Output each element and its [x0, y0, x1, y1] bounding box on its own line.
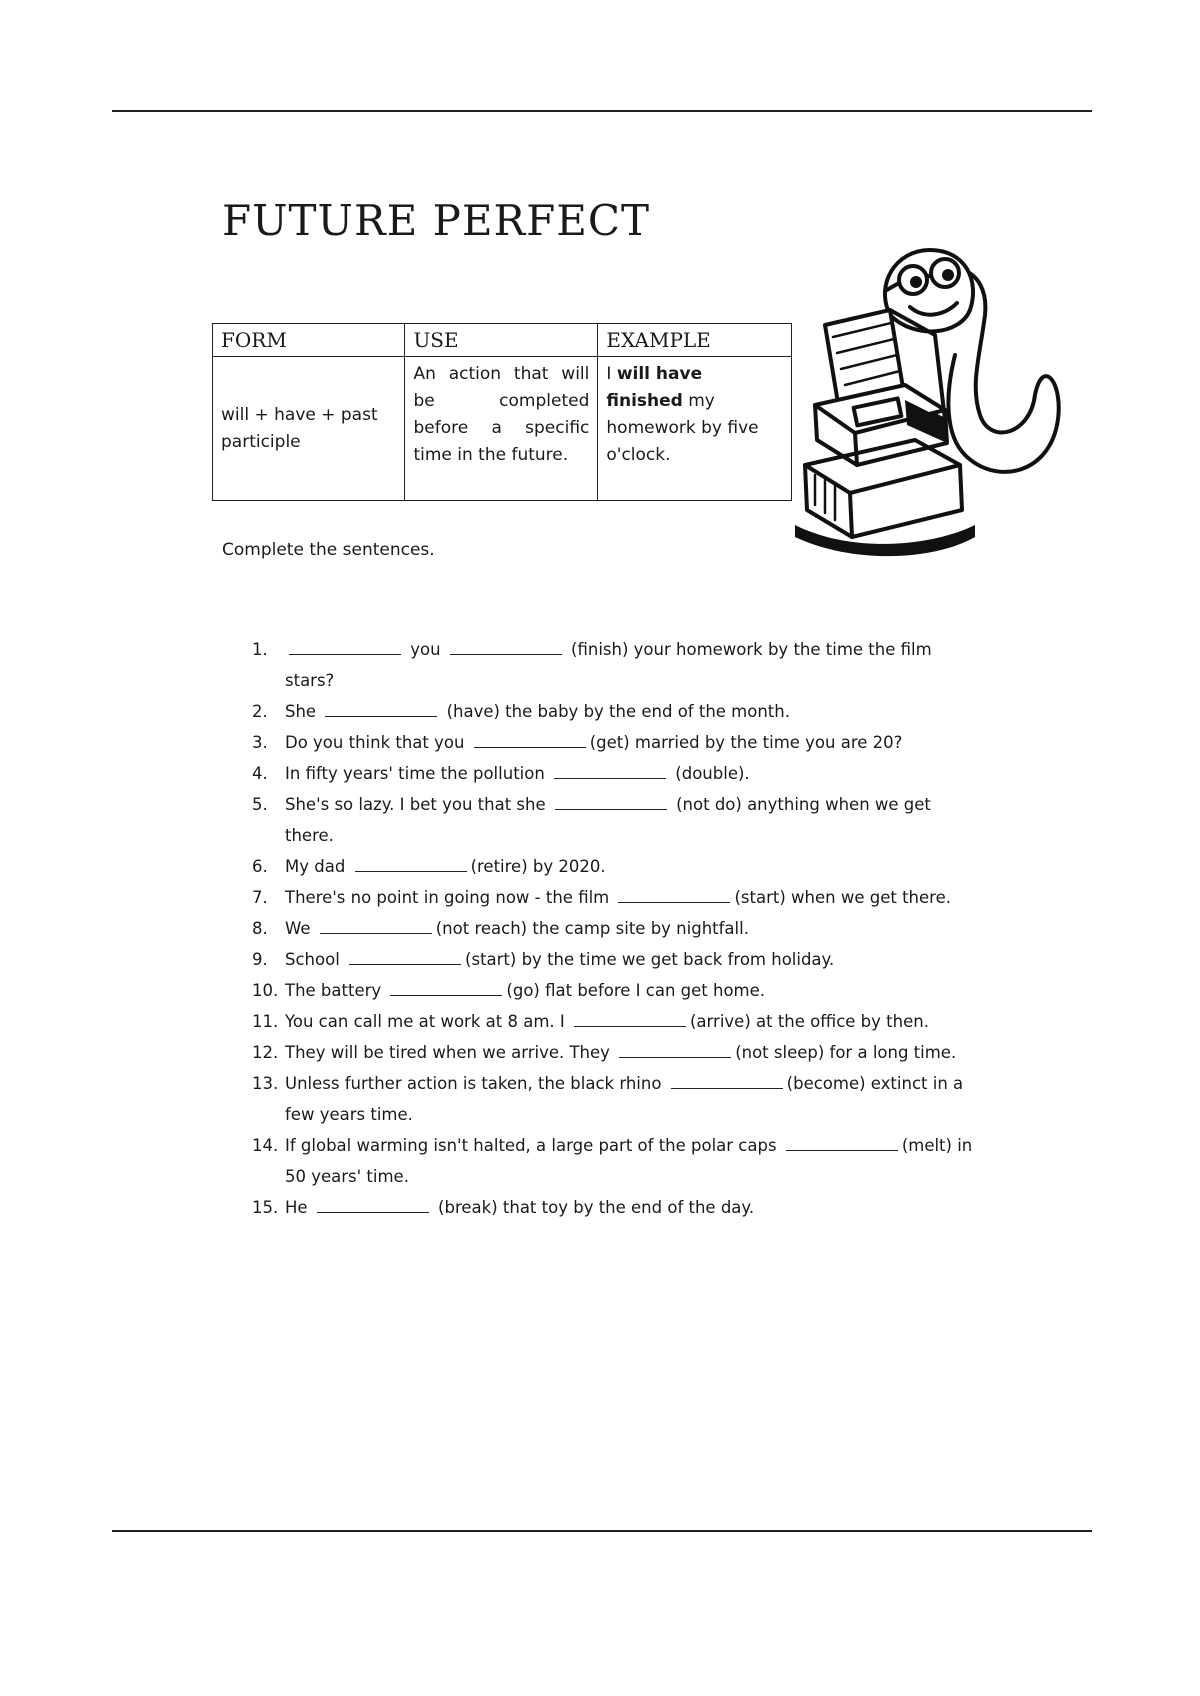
answer-blank[interactable] — [618, 888, 730, 903]
answer-blank[interactable] — [554, 764, 666, 779]
exercise-text-after: (start) by the time we get back from holiday. — [465, 950, 835, 969]
exercise-text-before: My dad — [285, 857, 351, 876]
grammar-table — [212, 323, 792, 501]
exercise-text-after: (go) flat before I can get home. — [506, 981, 766, 1000]
exercise-text-before: You can call me at work at 8 am. I — [285, 1012, 570, 1031]
top-rule — [112, 110, 1092, 112]
exercise-number: 14. — [252, 1136, 279, 1155]
exercise-number: 8. — [252, 919, 268, 938]
exercise-list — [252, 634, 982, 1223]
instruction: Complete the sentences. — [222, 540, 435, 560]
example-pre: I — [606, 364, 617, 384]
exercise-item — [252, 851, 982, 882]
answer-blank[interactable] — [555, 795, 667, 810]
exercise-text-after: (not sleep) for a long time. — [735, 1043, 957, 1062]
exercise-text-before: In fifty years' time the pollution — [285, 764, 551, 783]
answer-blank[interactable] — [317, 1198, 429, 1213]
exercise-number: 4. — [252, 764, 268, 783]
example-cell — [598, 357, 792, 501]
answer-blank[interactable] — [574, 1012, 686, 1027]
exercise-text-after: (arrive) at the office by then. — [690, 1012, 929, 1031]
exercise-text-after: (not reach) the camp site by nightfall. — [435, 919, 749, 938]
exercise-number: 15. — [252, 1198, 279, 1217]
header-form: FORM — [213, 324, 405, 357]
exercise-number: 2. — [252, 702, 268, 721]
example-post: my homework by five o'clock. — [606, 391, 759, 465]
bottom-rule — [112, 1530, 1092, 1532]
answer-blank[interactable] — [349, 950, 461, 965]
exercise-number: 5. — [252, 795, 268, 814]
exercise-text-before: The battery — [285, 981, 387, 1000]
exercise-text-before: She's so lazy. I bet you that she — [285, 795, 551, 814]
exercise-item — [252, 1192, 982, 1223]
exercise-item — [252, 634, 982, 696]
exercise-text-before: There's no point in going now - the film — [285, 888, 615, 907]
answer-blank[interactable] — [355, 857, 467, 872]
exercise-item — [252, 913, 982, 944]
exercise-item — [252, 1130, 982, 1192]
exercise-item — [252, 882, 982, 913]
bookworm-reading-icon — [795, 225, 1065, 565]
exercise-number: 13. — [252, 1074, 279, 1093]
exercise-text-middle: you — [405, 640, 446, 659]
exercise-text-after: (not do) anything when we get there. — [285, 795, 931, 845]
exercise-text-after: (melt) in 50 years' time. — [285, 1136, 973, 1186]
exercise-text-after: (get) married by the time you are 20? — [589, 733, 903, 752]
exercise-number: 6. — [252, 857, 268, 876]
exercise-text-before: Unless further action is taken, the black rhino — [285, 1074, 667, 1093]
answer-blank[interactable] — [390, 981, 502, 996]
exercise-text-before: If global warming isn't halted, a large part of the polar caps — [285, 1136, 782, 1155]
header-example: EXAMPLE — [598, 324, 792, 357]
exercise-item — [252, 1006, 982, 1037]
page-title: FUTURE PERFECT — [222, 196, 651, 245]
exercise-number: 11. — [252, 1012, 279, 1031]
exercise-text-before: School — [285, 950, 346, 969]
exercise-item — [252, 944, 982, 975]
use-cell: An action that will be completed before a specific time in the future. — [405, 357, 598, 501]
table-row — [213, 357, 792, 501]
exercise-item — [252, 1068, 982, 1130]
answer-blank[interactable] — [320, 919, 432, 934]
exercise-text-after: (double). — [670, 764, 750, 783]
answer-blank[interactable] — [619, 1043, 731, 1058]
exercise-item — [252, 727, 982, 758]
answer-blank[interactable] — [786, 1136, 898, 1151]
exercise-item — [252, 758, 982, 789]
answer-blank[interactable] — [450, 640, 562, 655]
table-header-row — [213, 324, 792, 357]
exercise-text-after: (finish) your homework by the time the film stars? — [285, 640, 932, 690]
exercise-item — [252, 696, 982, 727]
exercise-item — [252, 1037, 982, 1068]
exercise-number: 10. — [252, 981, 279, 1000]
exercise-text-before: We — [285, 919, 316, 938]
exercise-text-before: They will be tired when we arrive. They — [285, 1043, 616, 1062]
form-cell: will + have + past participle — [213, 357, 405, 501]
example-bold: will have finished — [606, 364, 703, 411]
exercise-text-before: She — [285, 702, 322, 721]
exercise-text-before: He — [285, 1198, 313, 1217]
exercise-number: 1. — [252, 640, 268, 659]
exercise-text-after: (start) when we get there. — [734, 888, 951, 907]
answer-blank[interactable] — [289, 640, 401, 655]
exercise-item — [252, 789, 982, 851]
exercise-text-after: (retire) by 2020. — [470, 857, 606, 876]
exercise-number: 3. — [252, 733, 268, 752]
answer-blank[interactable] — [474, 733, 586, 748]
answer-blank[interactable] — [671, 1074, 783, 1089]
exercise-text-after: (break) that toy by the end of the day. — [432, 1198, 755, 1217]
header-use: USE — [405, 324, 598, 357]
exercise-number: 12. — [252, 1043, 279, 1062]
exercise-number: 7. — [252, 888, 268, 907]
exercise-text-before: Do you think that you — [285, 733, 470, 752]
exercise-text-after: (become) extinct in a few years time. — [285, 1074, 964, 1124]
exercise-text-after: (have) the baby by the end of the month. — [441, 702, 790, 721]
exercise-item — [252, 975, 982, 1006]
answer-blank[interactable] — [325, 702, 437, 717]
exercise-number: 9. — [252, 950, 268, 969]
